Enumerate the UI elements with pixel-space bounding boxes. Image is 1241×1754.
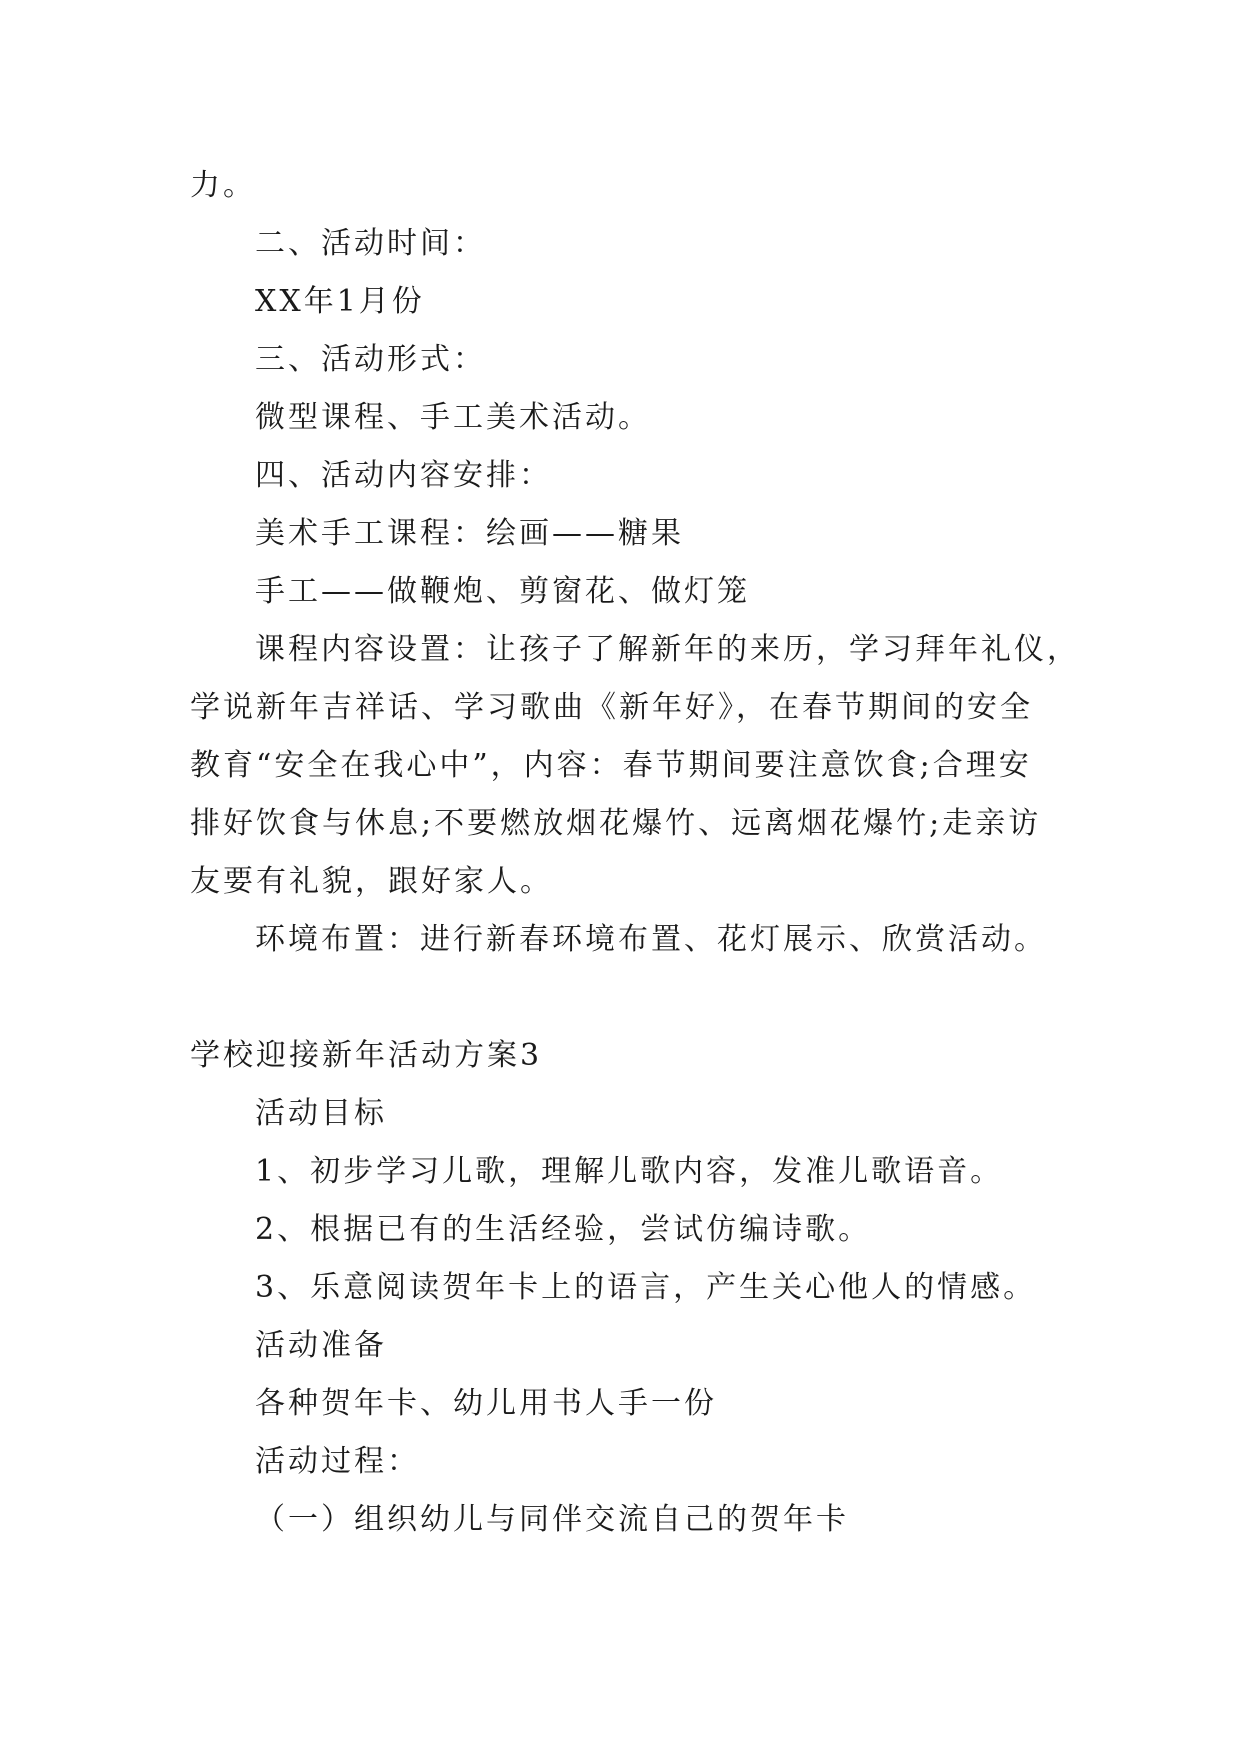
heading-activity-process: 活动过程： bbox=[255, 1444, 420, 1479]
paragraph-line: 手工——做鞭炮、剪窗花、做灯笼 bbox=[255, 574, 750, 609]
paragraph-line: 排好饮食与休息;不要燃放烟花爆竹、远离烟花爆竹;走亲访 bbox=[190, 806, 1042, 841]
paragraph-line: 美术手工课程：绘画——糖果 bbox=[255, 516, 684, 551]
paragraph-line: 教育“安全在我心中”，内容：春节期间要注意饮食;合理安 bbox=[190, 748, 1032, 783]
list-item: 3、乐意阅读贺年卡上的语言，产生关心他人的情感。 bbox=[255, 1270, 1037, 1305]
paragraph-line: 学说新年吉祥话、学习歌曲《新年好》，在春节期间的安全 bbox=[190, 690, 1033, 725]
paragraph-line: （一）组织幼儿与同伴交流自己的贺年卡 bbox=[255, 1502, 849, 1537]
heading-activity-time: 二、活动时间： bbox=[255, 226, 486, 261]
paragraph-line: 环境布置：进行新春环境布置、花灯展示、欣赏活动。 bbox=[255, 922, 1047, 957]
list-item: 2、根据已有的生活经验，尝试仿编诗歌。 bbox=[255, 1212, 872, 1247]
heading-activity-content: 四、活动内容安排： bbox=[255, 458, 552, 493]
heading-activity-prep: 活动准备 bbox=[255, 1328, 387, 1363]
paragraph-line: XX年1月份 bbox=[255, 284, 425, 319]
paragraph-line: 力。 bbox=[190, 168, 256, 203]
paragraph-line: 各种贺年卡、幼儿用书人手一份 bbox=[255, 1386, 717, 1421]
list-item: 1、初步学习儿歌，理解儿歌内容，发准儿歌语音。 bbox=[255, 1154, 1004, 1189]
paragraph-line: 友要有礼貌，跟好家人。 bbox=[190, 864, 553, 899]
heading-activity-goals: 活动目标 bbox=[255, 1096, 387, 1131]
section-title: 学校迎接新年活动方案3 bbox=[190, 1038, 543, 1073]
paragraph-line: 微型课程、手工美术活动。 bbox=[255, 400, 651, 435]
paragraph-line: 课程内容设置：让孩子了解新年的来历，学习拜年礼仪， bbox=[255, 632, 1080, 667]
heading-activity-form: 三、活动形式： bbox=[255, 342, 486, 377]
